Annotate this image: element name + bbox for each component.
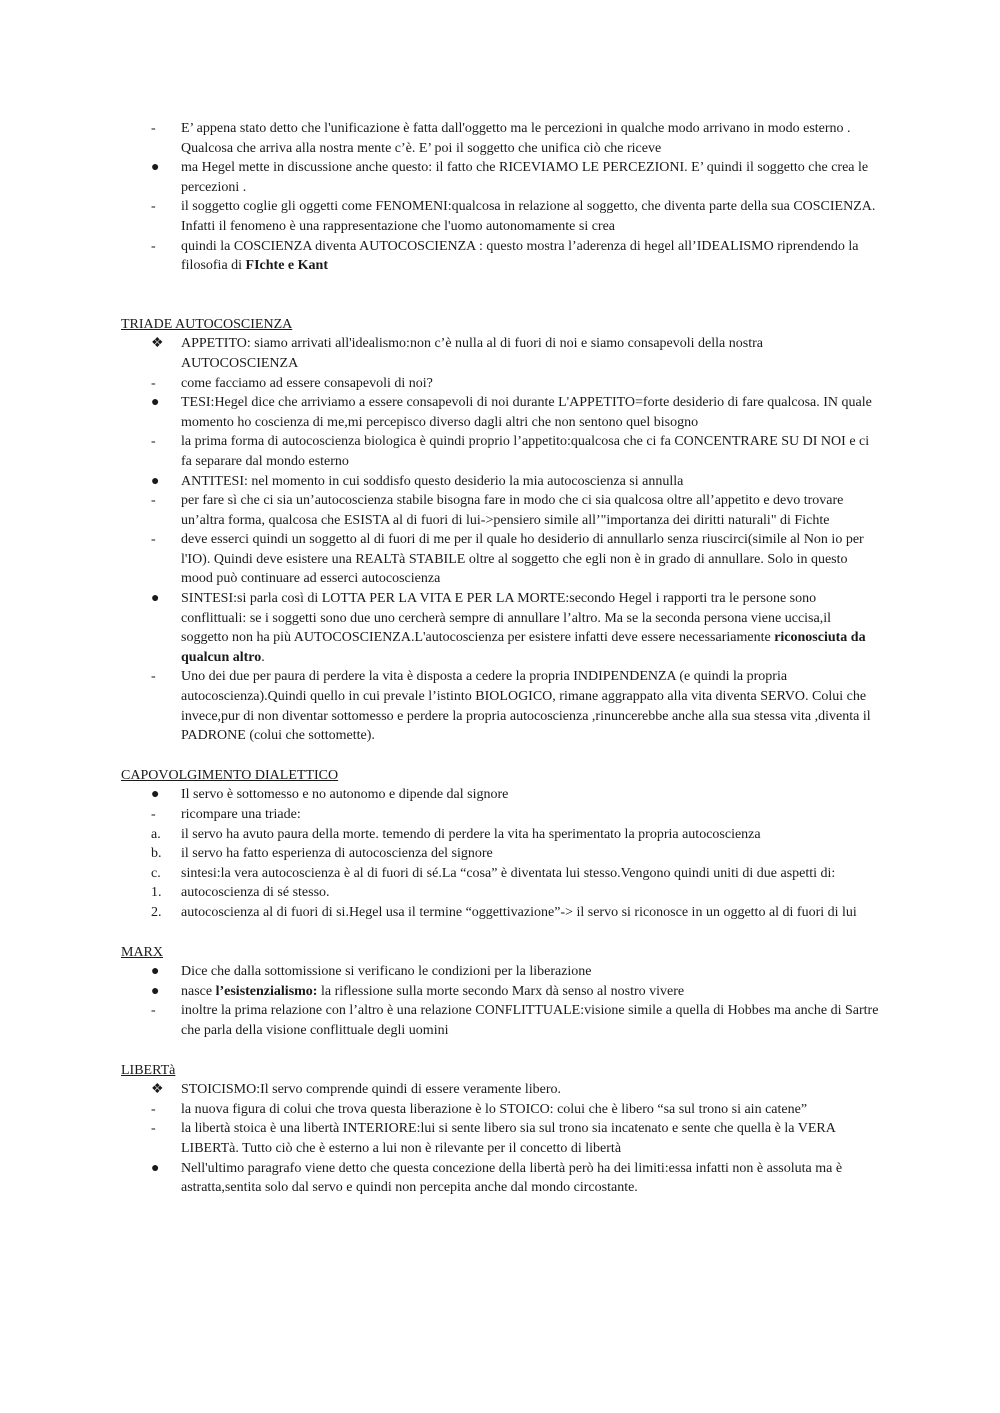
item-text: la riflessione sulla morte secondo Marx dà senso al nostro vivere [317,983,685,999]
list-marker: 1. [151,885,162,901]
list-item [0,334,880,373]
list-marker: - [151,807,156,822]
list-item [0,472,880,492]
item-text: ricompare una triade: [181,807,301,822]
section-spacer [0,276,1000,315]
list-marker: - [151,493,156,509]
list-item [0,158,880,197]
list-marker: - [151,669,156,685]
item-text: E’ appena stato detto che l'unificazione è fatta dall'oggetto ma le percezioni in qualche modo arrivano in modo esterno . Qualcosa che arriva alla nostra mente c’è. E’ poi il soggetto che unifica ciò che riceve [181,121,851,156]
list-item [0,805,880,825]
list-marker: c. [151,865,161,881]
list-item [0,589,880,667]
item-text: deve esserci quindi un soggetto al di fuori di me per il quale ho desiderio di annullarlo senza riuscirci(simile al Non io per l'IO). Quindi deve esistere una REALTà STABILE oltre al soggetto che egli non è in grado di annullare. Solo in questo mood può continuare ad esserci autocoscienza [181,532,864,587]
list-item [0,530,880,589]
item-text: TESI:Hegel dice che arriviamo a essere consapevoli di noi durante L'APPETITO=forte desiderio di fare qualcosa. IN quale momento ho coscienza di me,mi percepisco diverso dagli altri che non sentono quel bisogno [181,395,872,430]
section-spacer [0,923,1000,943]
list-marker: - [151,1121,156,1137]
item-text: inoltre la prima relazione con l’altro è una relazione CONFLITTUALE:visione simile a quella di Hobbes ma anche di Sartre che parla della visione conflittuale degli uomini [181,1003,879,1038]
list-marker: ● [151,591,160,607]
list-item [0,119,880,158]
section [0,1061,1000,1198]
list-marker: - [151,1101,156,1117]
list-item [0,432,880,471]
section-spacer [0,1041,1000,1061]
item-text: come facciamo ad essere consapevoli di noi? [181,375,433,391]
list-item [0,844,880,864]
list-marker: - [151,238,156,254]
item-text: per fare sì che ci sia un’autocoscienza stabile bisogna fare in modo che ci sia qualcosa oltre all’appetito e devo trovare un’altra forma, qualcosa che ESISTA al di fuori di lui->pensiero simile all’"importanza dei diritti naturali" di Fichte [181,493,844,528]
list-marker: - [151,1003,156,1019]
list-item [0,864,880,884]
list-item [0,393,880,432]
list-item [0,374,880,394]
bold-text: riconosciuta da qualcun altro [181,630,866,665]
section-heading: CAPOVOLGIMENTO DIALETTICO [121,767,339,783]
item-text: autocoscienza di sé stesso. [181,885,330,901]
item-text: la prima forma di autocoscienza biologica è quindi proprio l’appetito:qualcosa che ci fa CONCENTRARE SU DI NOI e ci fa separare dal mondo esterno [181,434,870,469]
list-item [0,883,880,903]
bold-text: l’esistenzialismo: [215,983,318,999]
section-heading: MARX [121,944,164,960]
item-text: APPETITO: siamo arrivati all'idealismo:non c’è nulla al di fuori di noi e siamo consapevoli della nostra AUTOCOSCIENZA [181,336,763,371]
list-item [0,491,880,530]
list-marker: ● [151,473,160,489]
item-text: il soggetto coglie gli oggetti come FENOMENI:qualcosa in relazione al soggetto, che diventa parte della sua COSCIENZA. Infatti il fenomeno è una rappresentazione che l'uomo autonomamente si crea [181,199,876,234]
section-heading: LIBERTà [121,1062,176,1078]
list-item [0,785,880,805]
sections-container [0,276,1000,1198]
item-text: SINTESI:si parla così di LOTTA PER LA VITA E PER LA MORTE:secondo Hegel i rapporti tra le persone sono conflittuali: se i soggetti sono due uno cercherà sempre di annullare l’altro. Ma se la seconda persona viene uccisa,il soggetto non ha più AUTOCOSCIENZA.L'autocoscienza per esistere infatti deve essere necessariamente [181,591,831,646]
list-marker: ❖ [151,336,164,352]
item-text: Il servo è sottomesso e no autonomo e dipende dal signore [181,787,509,803]
list-item [0,1159,880,1198]
list-item [0,667,880,745]
item-text: il servo ha fatto esperienza di autocoscienza del signore [181,846,493,862]
list-item [0,962,880,982]
list-marker: a. [151,826,161,842]
list-item [0,825,880,845]
item-text: nasce [181,983,216,999]
list-item [0,1100,880,1120]
list-marker: ● [151,964,160,980]
list-marker: - [151,199,156,215]
list-marker: ● [151,395,160,411]
list-marker: - [151,375,156,391]
list-item [0,1001,880,1040]
list-item [0,903,880,923]
section [0,766,1000,923]
item-text: la libertà stoica è una libertà INTERIORE:lui si sente libero sia sul trono sia incatenato e sente che quella è la VERA LIBERTà. Tutto ciò che è esterno a lui non è rilevante per il concetto di libertà [181,1121,836,1156]
list-item [0,197,880,236]
item-text: la nuova figura di colui che trova questa liberazione è lo STOICO: colui che è libero “sa sul trono si ain catene” [181,1101,808,1117]
section [0,943,1000,1041]
list-marker: ● [151,787,160,803]
item-text: Dice che dalla sottomissione si verificano le condizioni per la liberazione [181,964,592,980]
section [0,315,1000,746]
list-item [0,1080,880,1100]
item-text: Nell'ultimo paragrafo viene detto che questa concezione della libertà però ha dei limiti:essa infatti non è assoluta ma è astratta,sentita solo dal servo e quindi non percepita anche dal mondo circostante. [181,1160,843,1196]
list-marker: - [151,434,156,450]
item-text: autocoscienza al di fuori di si.Hegel usa il termine “oggettivazione”-> il servo si riconosce in un oggetto al di fuori di lui [181,904,857,920]
list-item [0,237,880,276]
section-spacer [0,746,1000,766]
list-item [0,1119,880,1158]
list-item [0,982,880,1002]
item-text: ANTITESI: nel momento in cui soddisfo questo desiderio la mia autocoscienza si annulla [181,473,684,489]
intro-list [0,119,1000,276]
bold-text: FIchte e Kant [245,258,328,274]
list-marker: - [151,121,156,136]
section-heading: TRIADE AUTOCOSCIENZA [121,316,293,332]
item-text: sintesi:la vera autocoscienza è al di fuori di sé.La “cosa” è diventata lui stesso.Vengono quindi uniti di due aspetti di: [181,865,836,881]
list-marker: ● [151,160,160,176]
list-marker: ❖ [151,1082,164,1098]
item-text: Uno dei due per paura di perdere la vita è disposta a cedere la propria INDIPENDENZA (e quindi la propria autocoscienza).Quindi quello in cui prevale l’istinto BIOLOGICO, rimane aggrappato alla vita diventa SERVO. Colui che invece,pur di non diventar sottomesso e perdere la propria autocoscienza ,rinuncerebbe anche alla sua stessa vita ,diventa il PADRONE (colui che sottomette). [181,669,871,744]
item-text: quindi la COSCIENZA diventa AUTOCOSCIENZA : questo mostra l’aderenza di hegel all’IDEALISMO riprendendo la filosofia di [181,238,859,274]
item-text: STOICISMO:Il servo comprende quindi di essere veramente libero. [181,1082,561,1098]
item-text: ma Hegel mette in discussione anche questo: il fatto che RICEVIAMO LE PERCEZIONI. E’ quindi il soggetto che crea le percezioni . [181,160,869,195]
list-marker: ● [151,1160,160,1176]
list-marker: - [151,532,156,548]
list-marker: 2. [151,904,162,920]
list-marker: b. [151,846,162,862]
item-text: il servo ha avuto paura della morte. temendo di perdere la vita ha sperimentato la propria autocoscienza [181,826,761,842]
item-text: . [261,649,265,665]
list-marker: ● [151,983,160,999]
